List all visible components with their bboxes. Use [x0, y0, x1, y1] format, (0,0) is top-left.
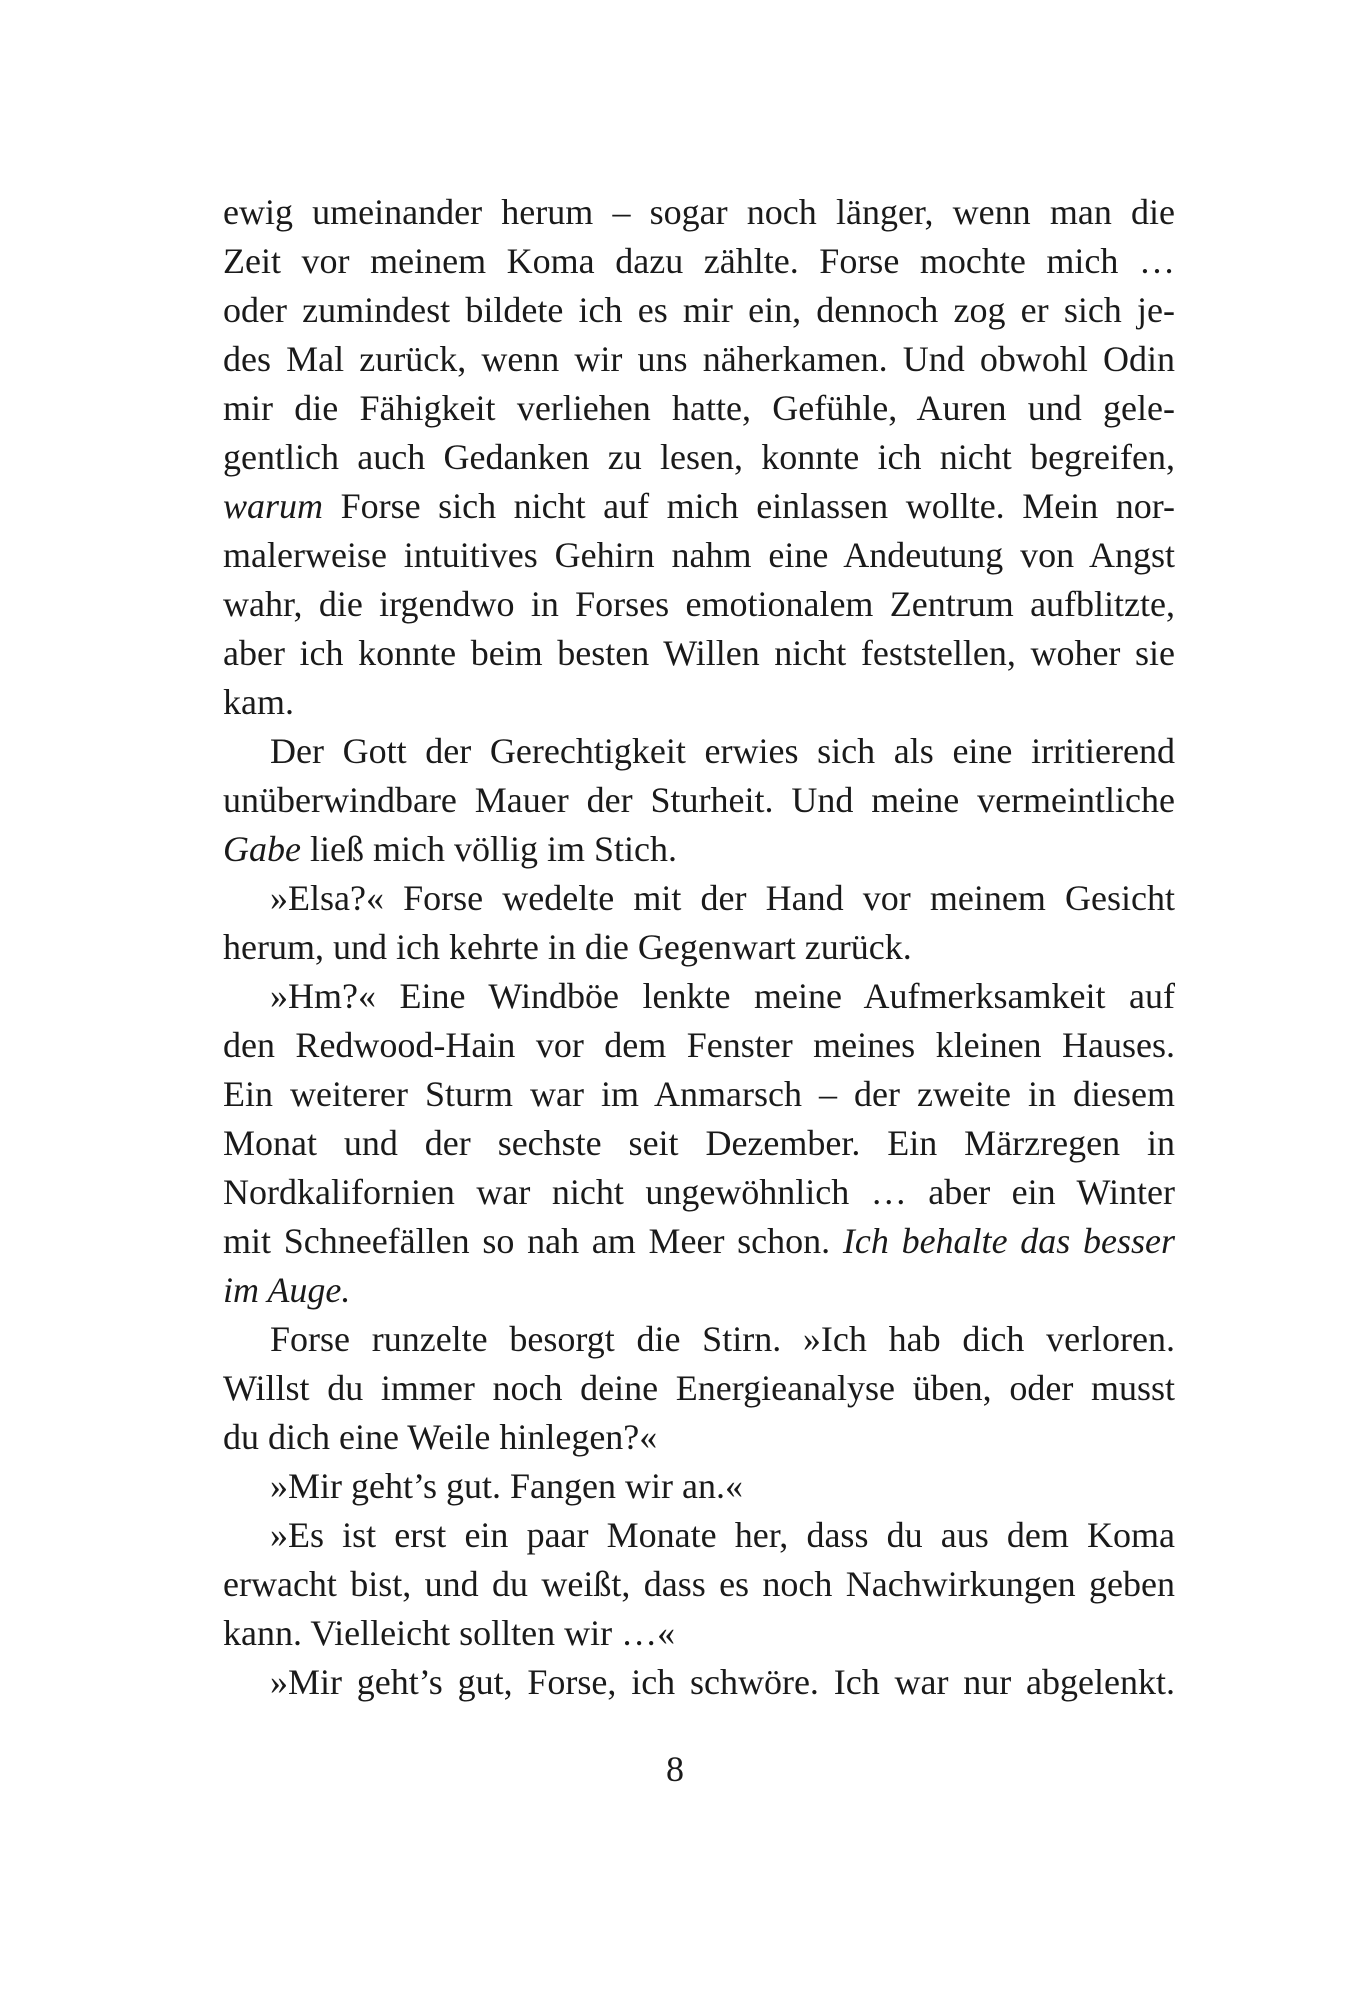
- text-line: Willst du immer noch deine Energieanalyse üben, oder musst: [223, 1368, 1175, 1408]
- text-line: Zeit vor meinem Koma dazu zählte. Forse mochte mich …: [223, 241, 1175, 281]
- text-line: kam.: [223, 682, 294, 722]
- text-line: »Hm?« Eine Windböe lenkte meine Aufmerksamkeit auf: [270, 976, 1175, 1016]
- text-line: »Mir geht’s gut, Forse, ich schwöre. Ich war nur abgelenkt.: [270, 1662, 1175, 1702]
- body-text: [223, 188, 1175, 1707]
- emphasis-text: warum: [223, 486, 324, 526]
- emphasis-text: Ich behalte das besser: [842, 1221, 1175, 1261]
- text-line: Der Gott der Gerechtigkeit erwies sich als eine irritierend: [270, 731, 1175, 771]
- text-line: Monat und der sechste seit Dezember. Ein Märzregen in: [223, 1123, 1175, 1163]
- page-number: 8: [666, 1749, 684, 1789]
- text-line: aber ich konnte beim besten Willen nicht feststellen, woher sie: [223, 633, 1175, 673]
- text-line: mir die Fähigkeit verliehen hatte, Gefühle, Auren und gele-: [223, 388, 1175, 428]
- text-line: ewig umeinander herum – sogar noch länger, wenn man die: [223, 192, 1175, 232]
- text-line: mit Schneefällen so nah am Meer schon. Ich behalte das besser: [223, 1221, 1175, 1261]
- text-line: Gabe ließ mich völlig im Stich.: [223, 829, 677, 869]
- text-line: malerweise intuitives Gehirn nahm eine Andeutung von Angst: [223, 535, 1175, 575]
- text-line: Forse runzelte besorgt die Stirn. »Ich hab dich verloren.: [270, 1319, 1175, 1359]
- text-line: »Elsa?« Forse wedelte mit der Hand vor meinem Gesicht: [270, 878, 1175, 918]
- text-line: »Es ist erst ein paar Monate her, dass du aus dem Koma: [270, 1515, 1175, 1555]
- text-line: warum Forse sich nicht auf mich einlassen wollte. Mein nor-: [223, 486, 1175, 526]
- text-line: [223, 1266, 1175, 1315]
- emphasis-text: im Auge.: [223, 1270, 351, 1310]
- emphasis-text: Gabe: [223, 829, 301, 869]
- text-line: wahr, die irgendwo in Forses emotionalem Zentrum aufblitzte,: [223, 584, 1175, 624]
- text-line: erwacht bist, und du weißt, dass es noch Nachwirkungen geben: [223, 1564, 1175, 1604]
- text-line: unüberwindbare Mauer der Sturheit. Und meine vermeintliche: [223, 780, 1175, 820]
- text-line: herum, und ich kehrte in die Gegenwart zurück.: [223, 927, 912, 967]
- text-line: Nordkalifornien war nicht ungewöhnlich … aber ein Winter: [223, 1172, 1175, 1212]
- text-line: des Mal zurück, wenn wir uns näherkamen. Und obwohl Odin: [223, 339, 1175, 379]
- text-line: Ein weiterer Sturm war im Anmarsch – der zweite in diesem: [223, 1074, 1175, 1114]
- text-line: oder zumindest bildete ich es mir ein, dennoch zog er sich je-: [223, 290, 1175, 330]
- text-line: kann. Vielleicht sollten wir …«: [223, 1613, 676, 1653]
- text-line: du dich eine Weile hinlegen?«: [223, 1417, 658, 1457]
- text-line: den Redwood-Hain vor dem Fenster meines kleinen Hauses.: [223, 1025, 1175, 1065]
- text-line: gentlich auch Gedanken zu lesen, konnte ich nicht begreifen,: [223, 437, 1175, 477]
- text-line: »Mir geht’s gut. Fangen wir an.«: [270, 1466, 743, 1506]
